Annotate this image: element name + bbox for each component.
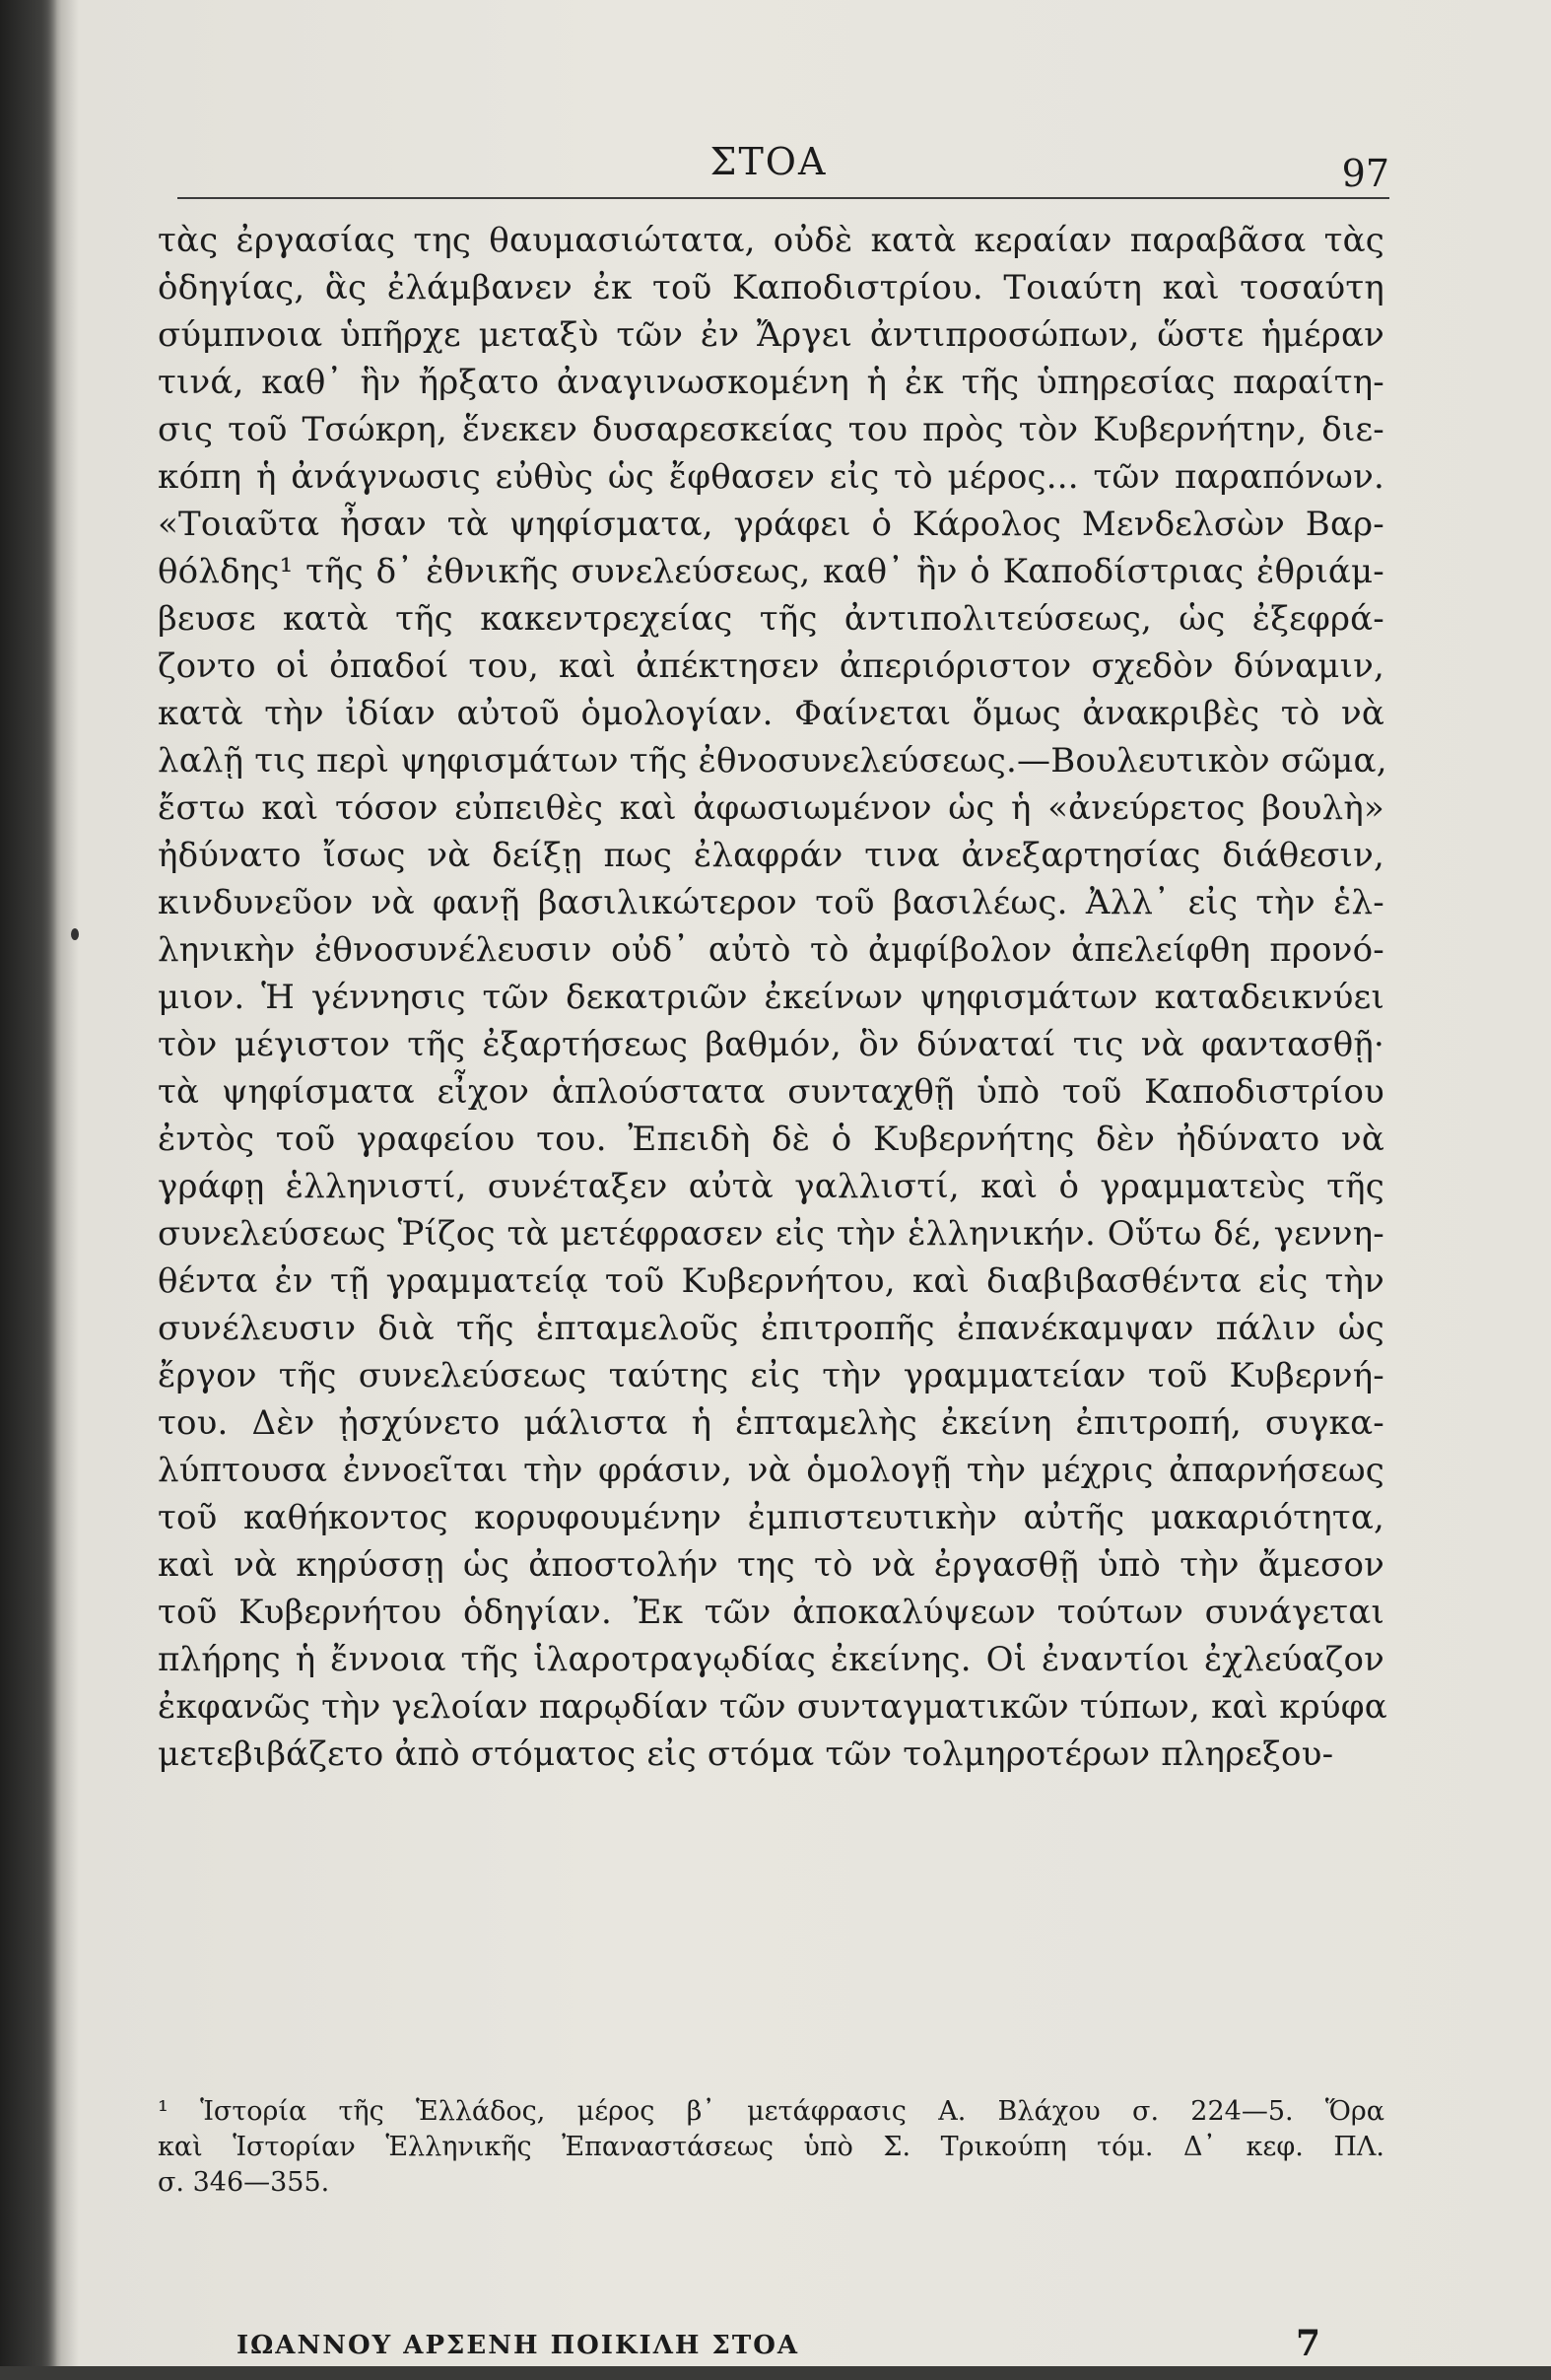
text-line: καὶ νὰ κηρύσσῃ ὡς ἀποστολήν της τὸ νὰ ἐργασθῇ ὑπὸ τὴν ἄμεσον (158, 1545, 1384, 1585)
text-line: βευσε κατὰ τῆς κακεντρεχείας τῆς ἀντιπολιτεύσεως, ὡς ἐξεφρά- (158, 599, 1384, 639)
text-line: κόπη ἡ ἀνάγνωσις εὐθὺς ὡς ἔφθασεν εἰς τὸ μέρος... τῶν παραπόνων. (158, 457, 1384, 497)
book-binding-shadow (0, 0, 57, 2366)
page-number: 97 (1341, 152, 1389, 195)
text-line: θέντα ἐν τῇ γραμματείᾳ τοῦ Κυβερνήτου, καὶ διαβιβασθέντα εἰς τὴν (158, 1261, 1384, 1301)
ink-speck (71, 928, 79, 940)
text-line: ἠδύνατο ἴσως νὰ δείξῃ πως ἐλαφράν τινα ἀνεξαρτησίας διάθεσιν, (158, 836, 1384, 875)
text-line: θόλδης¹ τῆς δ᾽ ἐθνικῆς συνελεύσεως, καθ᾽ ἣν ὁ Καποδίστριας ἐθριάμ- (158, 552, 1384, 591)
running-head: ΣΤΟΑ (709, 140, 828, 183)
text-line: ἔστω καὶ τόσον εὐπειθὲς καὶ ἀφωσιωμένον ὡς ἡ «ἀνεύρετος βουλὴ» (158, 788, 1384, 828)
text-line: τὰ ψηφίσματα εἶχον ἁπλούστατα συνταχθῇ ὑπὸ τοῦ Καποδιστρίου (158, 1072, 1384, 1112)
text-line: τινά, καθ᾽ ἣν ἤρξατο ἀναγινωσκομένη ἡ ἐκ τῆς ὑπηρεσίας παραίτη- (158, 363, 1384, 402)
text-line: γράφῃ ἑλληνιστί, συνέταξεν αὐτὰ γαλλιστί, καὶ ὁ γραμματεὺς τῆς (158, 1167, 1384, 1206)
text-line: ἐντὸς τοῦ γραφείου του. Ἐπειδὴ δὲ ὁ Κυβερνήτης δὲν ἠδύνατο νὰ (158, 1120, 1384, 1159)
body-text (158, 217, 1387, 1778)
text-line: ληνικὴν ἐθνοσυνέλευσιν οὐδ᾽ αὐτὸ τὸ ἀμφίβολον ἀπελείφθη προνό- (158, 930, 1384, 970)
text-line: ὁδηγίας, ἃς ἐλάμβανεν ἐκ τοῦ Καποδιστρίου. Τοιαύτη καὶ τοσαύτη (158, 268, 1384, 307)
text-line: τοῦ καθήκοντος κορυφουμένην ἐμπιστευτικὴν αὐτῆς μακαριότητα, (158, 1498, 1384, 1537)
text-line: τοῦ Κυβερνήτου ὁδηγίαν. Ἐκ τῶν ἀποκαλύψεων τούτων συνάγεται (158, 1593, 1384, 1632)
text-line: ζοντο οἱ ὀπαδοί του, καὶ ἀπέκτησεν ἀπεριόριστον σχεδὸν δύναμιν, (158, 646, 1384, 686)
footnotes (158, 2094, 1384, 2201)
text-line: συνελεύσεως Ῥίζος τὰ μετέφρασεν εἰς τὴν ἑλληνικήν. Οὕτω δέ, γεννη- (158, 1214, 1384, 1254)
header-rule (177, 197, 1389, 199)
signature-text: ΙΩΑΝΝΟΥ ΑΡΣΕΝΗ ΠΟΙΚΙΛΗ ΣΤΟΑ (236, 2331, 800, 2360)
page-header (148, 118, 1389, 207)
text-line: του. Δὲν ᾐσχύνετο μάλιστα ἡ ἑπταμελὴς ἐκείνη ἐπιτροπή, συγκα- (158, 1403, 1384, 1443)
text-line: «Τοιαῦτα ἦσαν τὰ ψηφίσματα, γράφει ὁ Κάρολος Μενδελσὼν Βαρ- (158, 505, 1384, 544)
text-line: ἐκφανῶς τὴν γελοίαν παρῳδίαν τῶν συνταγματικῶν τύπων, καὶ κρύφα (158, 1687, 1387, 1727)
text-line: τὰς ἐργασίας της θαυμασιώτατα, οὐδὲ κατὰ κεραίαν παραβᾶσα τὰς (158, 221, 1384, 260)
footnote-line: καὶ Ἱστορίαν Ἑλληνικῆς Ἐπαναστάσεως ὑπὸ Σ. Τρικούπη τόμ. Δ᾽ κεφ. ΠΛ. (158, 2132, 1384, 2162)
footnote-line: ¹ Ἱστορία τῆς Ἑλλάδος, μέρος β᾽ μετάφρασις Α. Βλάχου σ. 224—5. Ὅρα (158, 2096, 1384, 2127)
text-line: μιον. Ἡ γέννησις τῶν δεκατριῶν ἐκείνων ψηφισμάτων καταδεικνύει (158, 978, 1384, 1017)
text-line: συνέλευσιν διὰ τῆς ἑπταμελοῦς ἐπιτροπῆς ἐπανέκαμψαν πάλιν ὡς (158, 1309, 1384, 1348)
signature-number: 7 (1295, 2323, 1320, 2364)
text-line: λύπτουσα ἐννοεῖται τὴν φράσιν, νὰ ὁμολογῇ τὴν μέχρις ἀπαρνήσεως (158, 1451, 1384, 1490)
text-line: κινδυνεῦον νὰ φανῇ βασιλικώτερον τοῦ βασιλέως. Ἀλλ᾽ εἰς τὴν ἑλ- (158, 883, 1384, 922)
text-line: τὸν μέγιστον τῆς ἐξαρτήσεως βαθμόν, ὃν δύναταί τις νὰ φαντασθῇ· (158, 1025, 1384, 1064)
text-line: κατὰ τὴν ἰδίαν αὐτοῦ ὁμολογίαν. Φαίνεται ὅμως ἀνακριβὲς τὸ νὰ (158, 694, 1384, 733)
text-line: σύμπνοια ὑπῆρχε μεταξὺ τῶν ἐν Ἄργει ἀντιπροσώπων, ὥστε ἡμέραν (158, 315, 1384, 355)
text-line: σις τοῦ Τσώκρη, ἕνεκεν δυσαρεσκείας του πρὸς τὸν Κυβερνήτην, διε- (158, 410, 1384, 449)
footnote-line: σ. 346—355. (158, 2167, 330, 2198)
text-line: λαλῇ τις περὶ ψηφισμάτων τῆς ἐθνοσυνελεύσεως.—Βουλευτικὸν σῶμα, (158, 741, 1387, 781)
text-line: πλήρης ἡ ἔννοια τῆς ἱλαροτραγῳδίας ἐκείνης. Οἱ ἐναντίοι ἐχλεύαζον (158, 1640, 1384, 1679)
text-line: μετεβιβάζετο ἀπὸ στόματος εἰς στόμα τῶν τολμηροτέρων πληρεξου- (158, 1734, 1334, 1774)
book-page (148, 118, 1389, 2364)
printer-signature (236, 2323, 1389, 2380)
text-line: ἔργον τῆς συνελεύσεως ταύτης εἰς τὴν γραμματείαν τοῦ Κυβερνή- (158, 1356, 1384, 1395)
